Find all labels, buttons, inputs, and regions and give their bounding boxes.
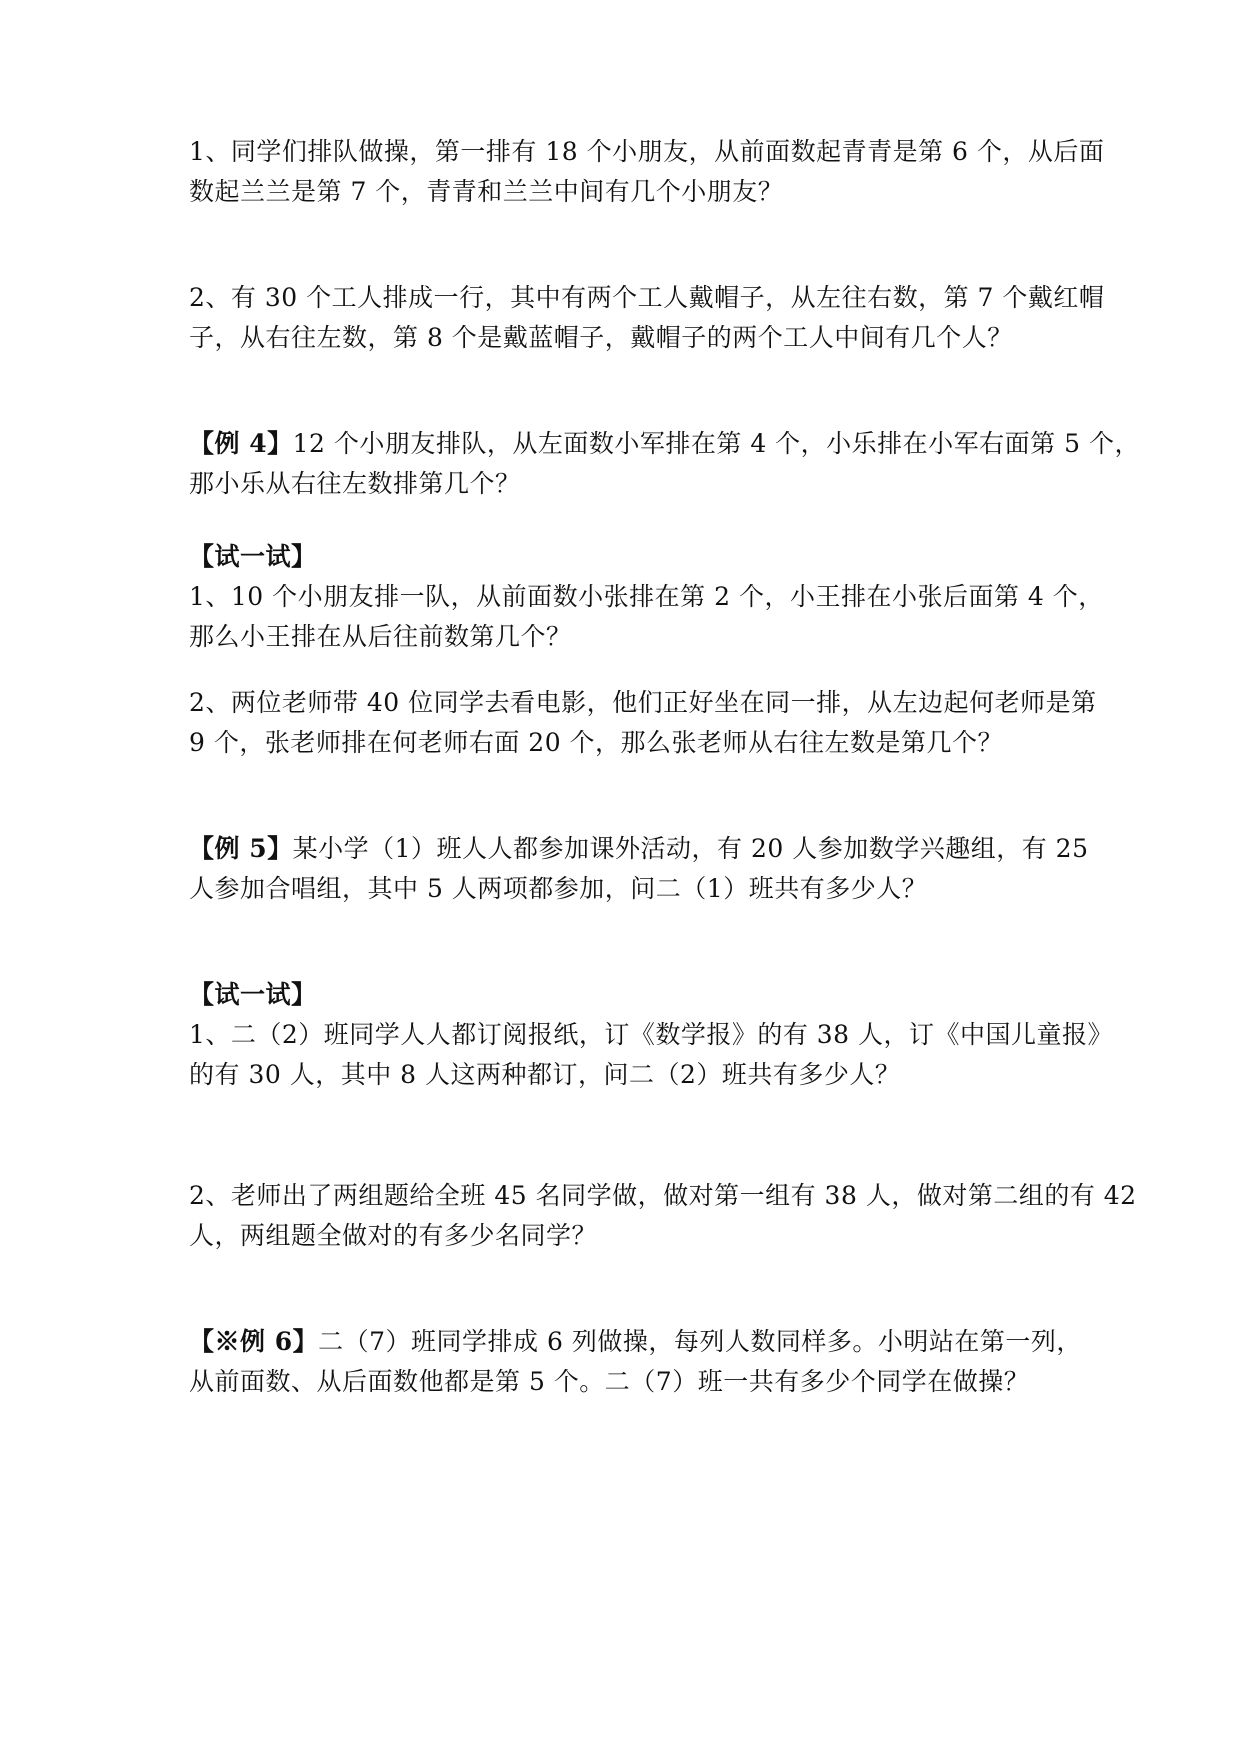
problem-2-workers <box>189 278 1105 358</box>
section-heading: 【试一试】 <box>189 980 317 1009</box>
text-line: 那么小王排在从后往前数第几个？ <box>189 622 572 651</box>
text-line: 那小乐从右往左数排第几个？ <box>189 469 521 498</box>
text-line: 人，两组题全做对的有多少名同学？ <box>189 1221 598 1250</box>
text-line: 1、二（2）班同学人人都订阅报纸，订《数学报》的有 38 人，订《中国儿童报》 <box>189 1020 1114 1049</box>
text-line: 2、两位老师带 40 位同学去看电影，他们正好坐在同一排，从左边起何老师是第 <box>189 688 1097 717</box>
text-line: 2、老师出了两组题给全班 45 名同学做，做对第一组有 38 人，做对第二组的有 42 <box>189 1181 1137 1210</box>
example-5 <box>189 829 1089 909</box>
text-line: 人参加合唱组，其中 5 人两项都参加，问二（1）班共有多少人？ <box>189 874 928 903</box>
example-6 <box>189 1322 1082 1402</box>
text-line: 的有 30 人，其中 8 人这两种都订，问二（2）班共有多少人？ <box>189 1060 901 1089</box>
try-it-section-1 <box>189 537 1104 657</box>
text-line: 1、10 个小朋友排一队，从前面数小张排在第 2 个，小王排在小张后面第 4 个， <box>189 582 1104 611</box>
try-it-problem-2b <box>189 1176 1137 1256</box>
text-line: 从前面数、从后面数他都是第 5 个。二（7）班一共有多少个同学在做操？ <box>189 1367 1030 1396</box>
example-4 <box>189 424 1140 504</box>
text-line: 数起兰兰是第 7 个，青青和兰兰中间有几个小朋友？ <box>189 177 784 206</box>
text-line: 9 个，张老师排在何老师右面 20 个，那么张老师从右往左数是第几个？ <box>189 728 1004 757</box>
try-it-section-2 <box>189 975 1114 1095</box>
text-line: 【※例 6】二（7）班同学排成 6 列做操，每列人数同样多。小明站在第一列， <box>189 1327 1082 1356</box>
try-it-problem-2 <box>189 683 1097 763</box>
example-label: 【例 5】 <box>189 834 293 863</box>
example-label: 【例 4】 <box>189 429 293 458</box>
text-line: 【例 5】某小学（1）班人人都参加课外活动，有 20 人参加数学兴趣组，有 25 <box>189 834 1089 863</box>
text-line: 1、同学们排队做操，第一排有 18 个小朋友，从前面数起青青是第 6 个，从后面 <box>189 137 1105 166</box>
text-line: 子，从右往左数，第 8 个是戴蓝帽子，戴帽子的两个工人中间有几个人？ <box>189 323 1013 352</box>
text-line: 2、有 30 个工人排成一行，其中有两个工人戴帽子，从左往右数，第 7 个戴红帽 <box>189 283 1105 312</box>
example-label: 【※例 6】 <box>189 1327 319 1356</box>
section-heading: 【试一试】 <box>189 542 317 571</box>
problem-1-lineup <box>189 132 1105 212</box>
text-line: 【例 4】12 个小朋友排队，从左面数小军排在第 4 个，小乐排在小军右面第 5 个， <box>189 429 1140 458</box>
